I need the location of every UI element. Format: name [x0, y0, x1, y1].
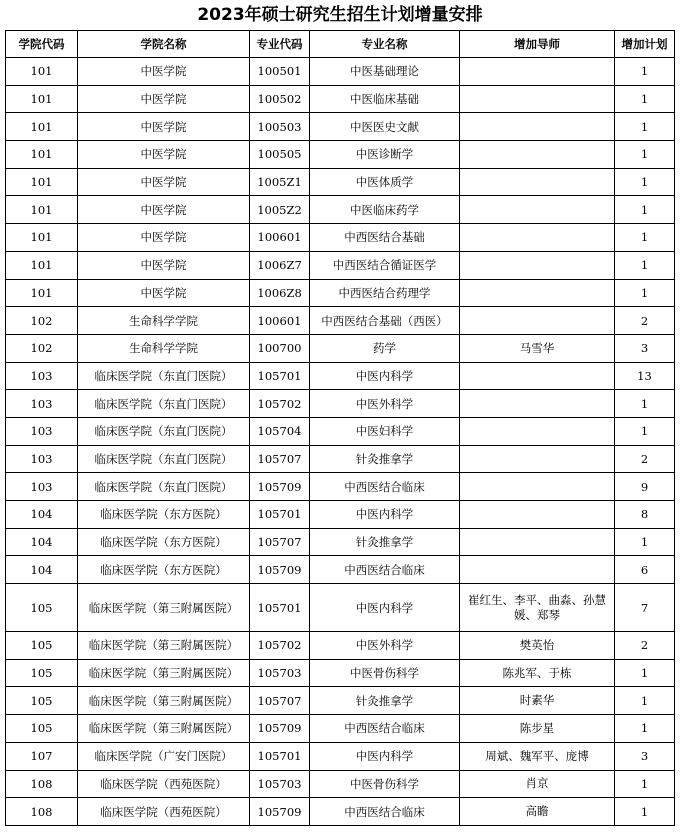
- cell-college-code: 105: [6, 632, 78, 660]
- cell-college-code: 108: [6, 798, 78, 826]
- cell-supervisors: [460, 307, 615, 335]
- cell-supervisors: [460, 85, 615, 113]
- cell-supervisors: 陈步星: [460, 715, 615, 743]
- cell-supervisors: 樊英怡: [460, 632, 615, 660]
- cell-supervisors: [460, 113, 615, 141]
- cell-major-code: 1006Z8: [250, 279, 310, 307]
- cell-added-quota: 1: [615, 141, 675, 169]
- cell-college-name: 临床医学院（东方医院）: [78, 528, 250, 556]
- table-row: [6, 417, 675, 445]
- cell-major-name: 中医内科学: [310, 584, 460, 632]
- cell-college-code: 108: [6, 770, 78, 798]
- cell-major-code: 100501: [250, 58, 310, 86]
- cell-major-code: 105709: [250, 473, 310, 501]
- cell-supervisors: [460, 279, 615, 307]
- cell-supervisors: 马雪华: [460, 334, 615, 362]
- table-row: [6, 362, 675, 390]
- cell-major-code: 1006Z7: [250, 251, 310, 279]
- cell-supervisors: [460, 501, 615, 529]
- header-major-code: 专业代码: [250, 31, 310, 58]
- cell-college-code: 103: [6, 417, 78, 445]
- cell-major-name: 中西医结合临床: [310, 473, 460, 501]
- cell-added-quota: 1: [615, 196, 675, 224]
- cell-college-name: 临床医学院（东直门医院）: [78, 390, 250, 418]
- table-row: [6, 659, 675, 687]
- cell-college-code: 101: [6, 251, 78, 279]
- cell-college-code: 101: [6, 196, 78, 224]
- cell-major-name: 中医骨伤科学: [310, 659, 460, 687]
- table-row: [6, 168, 675, 196]
- cell-major-code: 105704: [250, 417, 310, 445]
- cell-college-code: 101: [6, 279, 78, 307]
- cell-major-code: 1005Z2: [250, 196, 310, 224]
- table-row: [6, 224, 675, 252]
- cell-added-quota: 1: [615, 224, 675, 252]
- cell-major-name: 中医妇科学: [310, 417, 460, 445]
- table-row: [6, 141, 675, 169]
- cell-college-code: 102: [6, 307, 78, 335]
- cell-college-code: 103: [6, 362, 78, 390]
- cell-college-code: 101: [6, 224, 78, 252]
- cell-college-name: 中医学院: [78, 279, 250, 307]
- table-row: [6, 473, 675, 501]
- cell-major-name: 中西医结合基础: [310, 224, 460, 252]
- cell-college-name: 中医学院: [78, 168, 250, 196]
- cell-major-code: 105701: [250, 584, 310, 632]
- cell-major-code: 100505: [250, 141, 310, 169]
- cell-major-name: 针灸推拿学: [310, 687, 460, 715]
- cell-added-quota: 8: [615, 501, 675, 529]
- cell-major-name: 中医医史文献: [310, 113, 460, 141]
- cell-added-quota: 6: [615, 556, 675, 584]
- table-row: [6, 584, 675, 632]
- table-row: [6, 58, 675, 86]
- cell-supervisors: [460, 417, 615, 445]
- table-row: [6, 113, 675, 141]
- cell-added-quota: 2: [615, 445, 675, 473]
- cell-major-code: 105709: [250, 715, 310, 743]
- cell-college-name: 临床医学院（东方医院）: [78, 556, 250, 584]
- table-row: [6, 715, 675, 743]
- cell-added-quota: 1: [615, 417, 675, 445]
- cell-college-name: 中医学院: [78, 224, 250, 252]
- cell-major-code: 105701: [250, 501, 310, 529]
- cell-added-quota: 1: [615, 85, 675, 113]
- cell-supervisors: 肖京: [460, 770, 615, 798]
- cell-college-name: 临床医学院（第三附属医院）: [78, 687, 250, 715]
- cell-added-quota: 1: [615, 659, 675, 687]
- cell-major-code: 105702: [250, 632, 310, 660]
- cell-major-name: 中西医结合临床: [310, 556, 460, 584]
- table-row: [6, 307, 675, 335]
- cell-major-name: 中西医结合临床: [310, 798, 460, 826]
- cell-college-code: 101: [6, 58, 78, 86]
- cell-added-quota: 7: [615, 584, 675, 632]
- cell-major-name: 中西医结合药理学: [310, 279, 460, 307]
- cell-major-code: 105701: [250, 742, 310, 770]
- cell-major-code: 100700: [250, 334, 310, 362]
- table-row: [6, 390, 675, 418]
- cell-college-code: 105: [6, 687, 78, 715]
- cell-supervisors: [460, 473, 615, 501]
- cell-major-code: 100601: [250, 307, 310, 335]
- cell-major-code: 105703: [250, 770, 310, 798]
- cell-college-code: 105: [6, 584, 78, 632]
- cell-supervisors: [460, 224, 615, 252]
- cell-major-code: 105702: [250, 390, 310, 418]
- cell-college-code: 103: [6, 390, 78, 418]
- cell-supervisors: 陈兆军、于栋: [460, 659, 615, 687]
- header-college-name: 学院名称: [78, 31, 250, 58]
- cell-college-code: 101: [6, 113, 78, 141]
- cell-supervisors: 时素华: [460, 687, 615, 715]
- cell-major-name: 中医外科学: [310, 390, 460, 418]
- cell-major-code: 105701: [250, 362, 310, 390]
- cell-major-code: 105707: [250, 445, 310, 473]
- cell-major-code: 105709: [250, 556, 310, 584]
- table-row: [6, 556, 675, 584]
- cell-major-code: 105707: [250, 687, 310, 715]
- table-body: [6, 58, 675, 826]
- cell-supervisors: 周斌、魏军平、庞博: [460, 742, 615, 770]
- cell-college-code: 101: [6, 168, 78, 196]
- cell-major-name: 中医体质学: [310, 168, 460, 196]
- cell-major-name: 针灸推拿学: [310, 445, 460, 473]
- cell-major-name: 中医基础理论: [310, 58, 460, 86]
- cell-supervisors: [460, 445, 615, 473]
- table-row: [6, 445, 675, 473]
- table-row: [6, 196, 675, 224]
- cell-college-name: 中医学院: [78, 251, 250, 279]
- cell-added-quota: 3: [615, 742, 675, 770]
- header-major-name: 专业名称: [310, 31, 460, 58]
- cell-added-quota: 1: [615, 770, 675, 798]
- table-row: [6, 798, 675, 826]
- cell-college-name: 临床医学院（东方医院）: [78, 501, 250, 529]
- cell-supervisors: [460, 58, 615, 86]
- cell-major-name: 中医骨伤科学: [310, 770, 460, 798]
- cell-supervisors: [460, 168, 615, 196]
- cell-college-code: 104: [6, 528, 78, 556]
- cell-added-quota: 13: [615, 362, 675, 390]
- cell-college-name: 临床医学院（第三附属医院）: [78, 584, 250, 632]
- cell-college-code: 105: [6, 659, 78, 687]
- header-college-code: 学院代码: [6, 31, 78, 58]
- cell-major-code: 105707: [250, 528, 310, 556]
- cell-supervisors: [460, 251, 615, 279]
- cell-college-code: 103: [6, 473, 78, 501]
- cell-added-quota: 1: [615, 687, 675, 715]
- cell-college-name: 生命科学学院: [78, 334, 250, 362]
- cell-major-name: 中医内科学: [310, 742, 460, 770]
- cell-major-name: 中医外科学: [310, 632, 460, 660]
- table-row: [6, 528, 675, 556]
- cell-major-name: 中西医结合基础（西医）: [310, 307, 460, 335]
- cell-college-name: 中医学院: [78, 196, 250, 224]
- cell-supervisors: 高瞻: [460, 798, 615, 826]
- cell-added-quota: 3: [615, 334, 675, 362]
- header-supervisors: 增加导师: [460, 31, 615, 58]
- cell-supervisors: [460, 556, 615, 584]
- cell-added-quota: 1: [615, 168, 675, 196]
- cell-college-code: 104: [6, 556, 78, 584]
- cell-college-name: 中医学院: [78, 85, 250, 113]
- cell-major-name: 中医临床基础: [310, 85, 460, 113]
- cell-college-name: 中医学院: [78, 141, 250, 169]
- cell-college-name: 临床医学院（第三附属医院）: [78, 715, 250, 743]
- table-row: [6, 85, 675, 113]
- cell-added-quota: 1: [615, 715, 675, 743]
- cell-college-name: 中医学院: [78, 113, 250, 141]
- cell-college-name: 临床医学院（西苑医院）: [78, 798, 250, 826]
- cell-added-quota: 1: [615, 58, 675, 86]
- cell-supervisors: [460, 141, 615, 169]
- table-row: [6, 632, 675, 660]
- table-row: [6, 501, 675, 529]
- cell-college-name: 临床医学院（东直门医院）: [78, 445, 250, 473]
- cell-college-name: 临床医学院（西苑医院）: [78, 770, 250, 798]
- cell-college-code: 101: [6, 85, 78, 113]
- table-row: [6, 279, 675, 307]
- cell-major-name: 针灸推拿学: [310, 528, 460, 556]
- cell-supervisors: [460, 196, 615, 224]
- cell-major-name: 药学: [310, 334, 460, 362]
- cell-added-quota: 1: [615, 390, 675, 418]
- cell-college-code: 101: [6, 141, 78, 169]
- cell-major-name: 中医临床药学: [310, 196, 460, 224]
- cell-supervisors: [460, 390, 615, 418]
- cell-added-quota: 1: [615, 528, 675, 556]
- cell-major-code: 100503: [250, 113, 310, 141]
- cell-added-quota: 1: [615, 798, 675, 826]
- cell-college-name: 临床医学院（东直门医院）: [78, 473, 250, 501]
- page-title: 2023年硕士研究生招生计划增量安排: [197, 5, 483, 25]
- header-added-quota: 增加计划: [615, 31, 675, 58]
- cell-college-code: 103: [6, 445, 78, 473]
- cell-supervisors: [460, 528, 615, 556]
- table-row: [6, 742, 675, 770]
- cell-added-quota: 1: [615, 113, 675, 141]
- cell-major-code: 100502: [250, 85, 310, 113]
- cell-college-code: 105: [6, 715, 78, 743]
- cell-college-code: 102: [6, 334, 78, 362]
- table-row: [6, 334, 675, 362]
- enrollment-plan-table: [5, 30, 675, 826]
- cell-added-quota: 1: [615, 279, 675, 307]
- cell-major-name: 中医内科学: [310, 501, 460, 529]
- table-row: [6, 251, 675, 279]
- table-header-row: [6, 31, 675, 58]
- cell-major-code: 105709: [250, 798, 310, 826]
- cell-major-name: 中西医结合循证医学: [310, 251, 460, 279]
- cell-added-quota: 1: [615, 251, 675, 279]
- cell-major-name: 中医诊断学: [310, 141, 460, 169]
- cell-college-name: 中医学院: [78, 58, 250, 86]
- cell-college-name: 临床医学院（第三附属医院）: [78, 659, 250, 687]
- table-row: [6, 687, 675, 715]
- cell-added-quota: 9: [615, 473, 675, 501]
- cell-college-name: 临床医学院（东直门医院）: [78, 362, 250, 390]
- cell-added-quota: 2: [615, 307, 675, 335]
- cell-college-code: 104: [6, 501, 78, 529]
- cell-major-name: 中医内科学: [310, 362, 460, 390]
- cell-major-code: 105703: [250, 659, 310, 687]
- cell-supervisors: 崔红生、李平、曲淼、孙慧媛、郑琴: [460, 584, 615, 632]
- cell-college-name: 临床医学院（第三附属医院）: [78, 632, 250, 660]
- table-row: [6, 770, 675, 798]
- cell-supervisors: [460, 362, 615, 390]
- cell-major-name: 中西医结合临床: [310, 715, 460, 743]
- cell-college-name: 临床医学院（广安门医院）: [78, 742, 250, 770]
- cell-major-code: 100601: [250, 224, 310, 252]
- cell-college-name: 临床医学院（东直门医院）: [78, 417, 250, 445]
- cell-added-quota: 2: [615, 632, 675, 660]
- cell-major-code: 1005Z1: [250, 168, 310, 196]
- cell-college-name: 生命科学学院: [78, 307, 250, 335]
- cell-college-code: 107: [6, 742, 78, 770]
